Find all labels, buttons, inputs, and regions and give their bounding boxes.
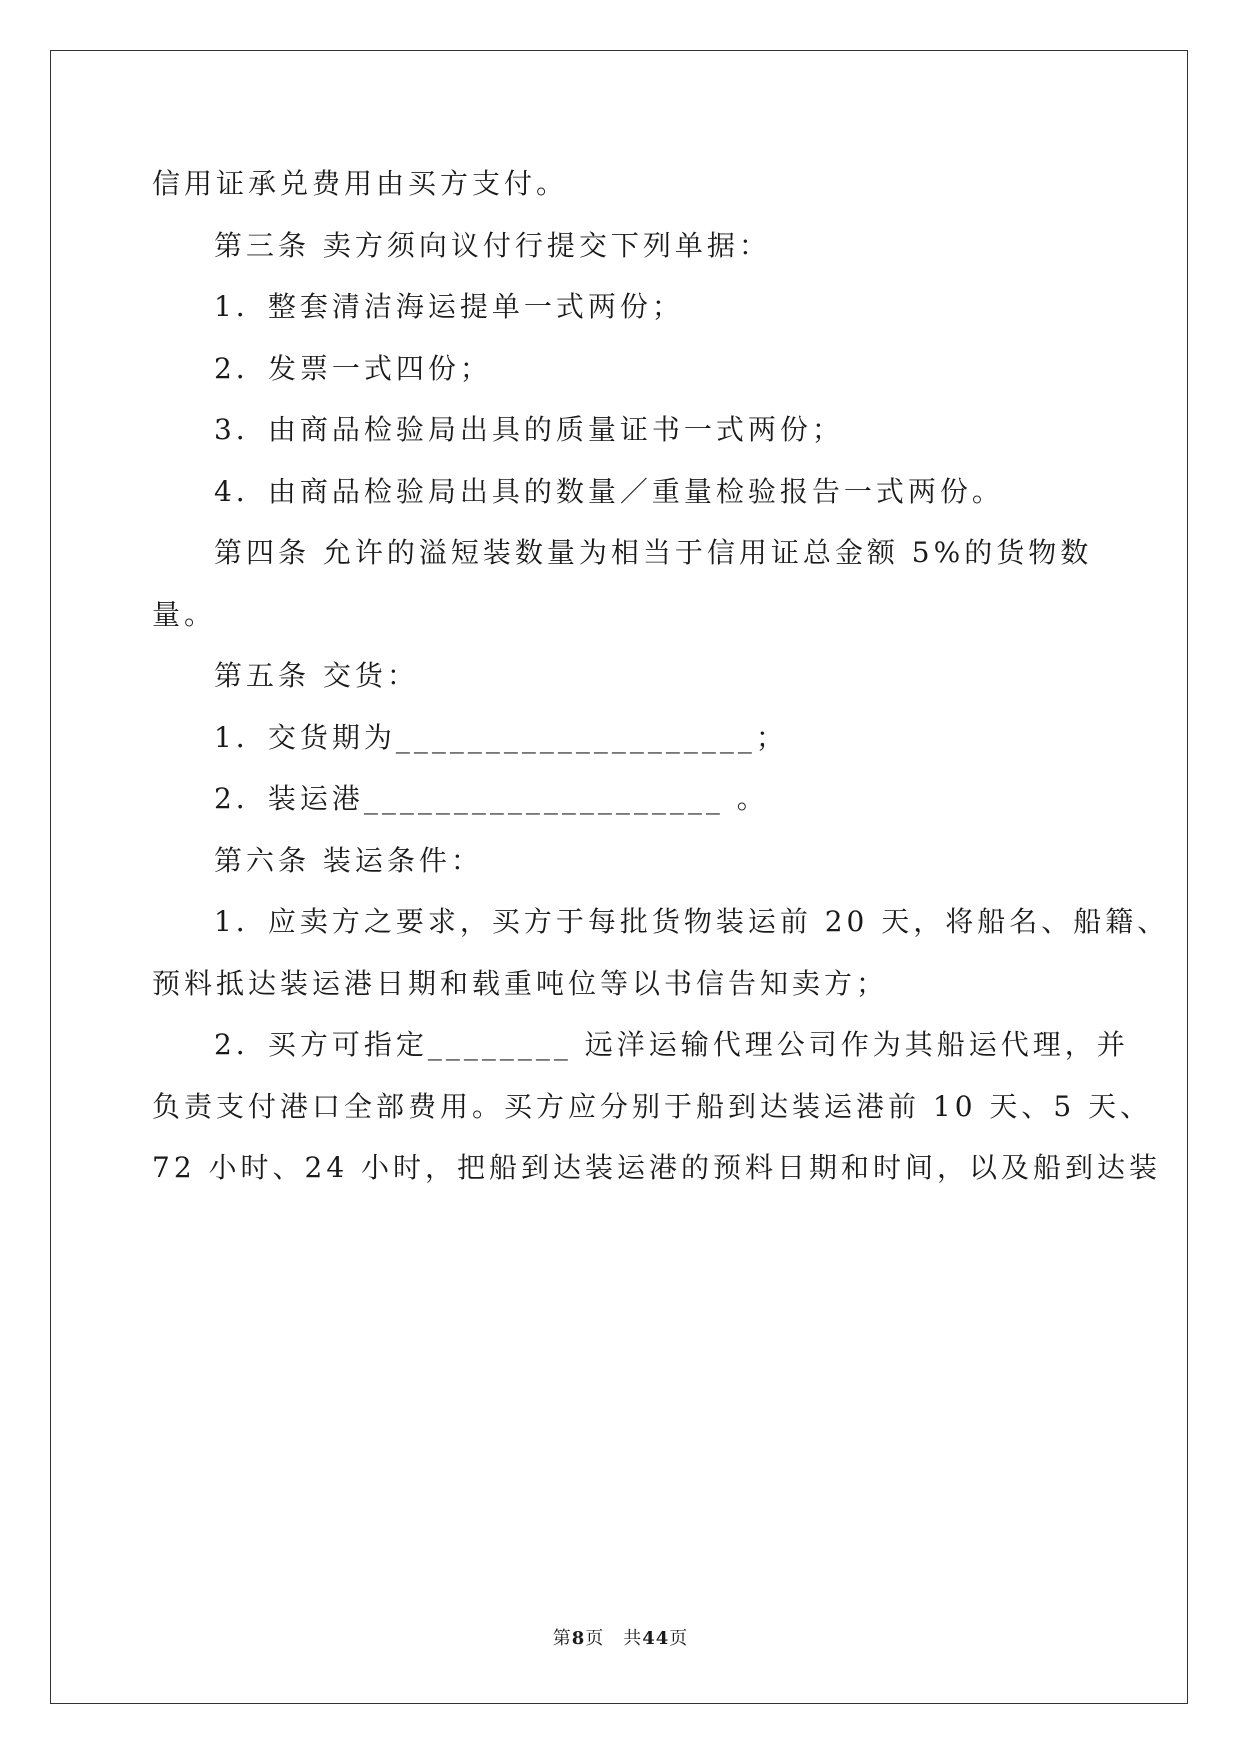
article-5-item-2: 2．装运港____________________ 。 [214, 782, 769, 815]
total-page-count: 44 [642, 1628, 670, 1649]
article-6-item-2-line-3: 72 小时、24 小时，把船到达装运港的预料日期和时间，以及船到达装 [152, 1151, 1162, 1184]
footer-prefix: 第 [552, 1628, 572, 1649]
article-6-item-2-line-2: 负责支付港口全部费用。买方应分别于船到达装运港前 10 天、5 天、 [152, 1089, 1153, 1123]
article-6-item-2-line-1: 2．买方可指定________ 远洋运输代理公司作为其船运代理，并 [214, 1028, 1129, 1061]
article-3-item-2: 2．发票一式四份； [214, 351, 492, 385]
document-body [152, 165, 1170, 1211]
article-3-item-4: 4．由商品检验局出具的数量／重量检验报告一式两份。 [214, 474, 1004, 508]
article-6-item-1-line-2: 预料抵达装运港日期和载重吨位等以书信告知卖方； [152, 966, 889, 1000]
article-4-line-2: 量。 [152, 597, 217, 631]
text-line-continuation: 信用证承兑费用由买方支付。 [152, 167, 569, 200]
article-3-item-3: 3．由商品检验局出具的质量证书一式两份； [214, 413, 844, 446]
footer-middle: 页 共 [585, 1628, 643, 1649]
article-5-item-1: 1．交货期为____________________； [214, 720, 788, 754]
page-footer [0, 1624, 1241, 1650]
article-6-item-1-line-1: 1．应卖方之要求，买方于每批货物装运前 20 天，将船名、船籍、 [214, 905, 1170, 938]
footer-suffix: 页 [669, 1628, 689, 1649]
article-5-heading: 第五条 交货： [214, 659, 419, 692]
article-3-item-1: 1．整套清洁海运提单一式两份； [214, 290, 684, 323]
current-page-number: 8 [571, 1628, 586, 1649]
article-6-heading: 第六条 装运条件： [214, 843, 483, 877]
article-3-heading: 第三条 卖方须向议付行提交下列单据： [214, 228, 771, 262]
article-4-line-1: 第四条 允许的溢短装数量为相当于信用证总金额 5%的货物数 [214, 536, 1093, 569]
